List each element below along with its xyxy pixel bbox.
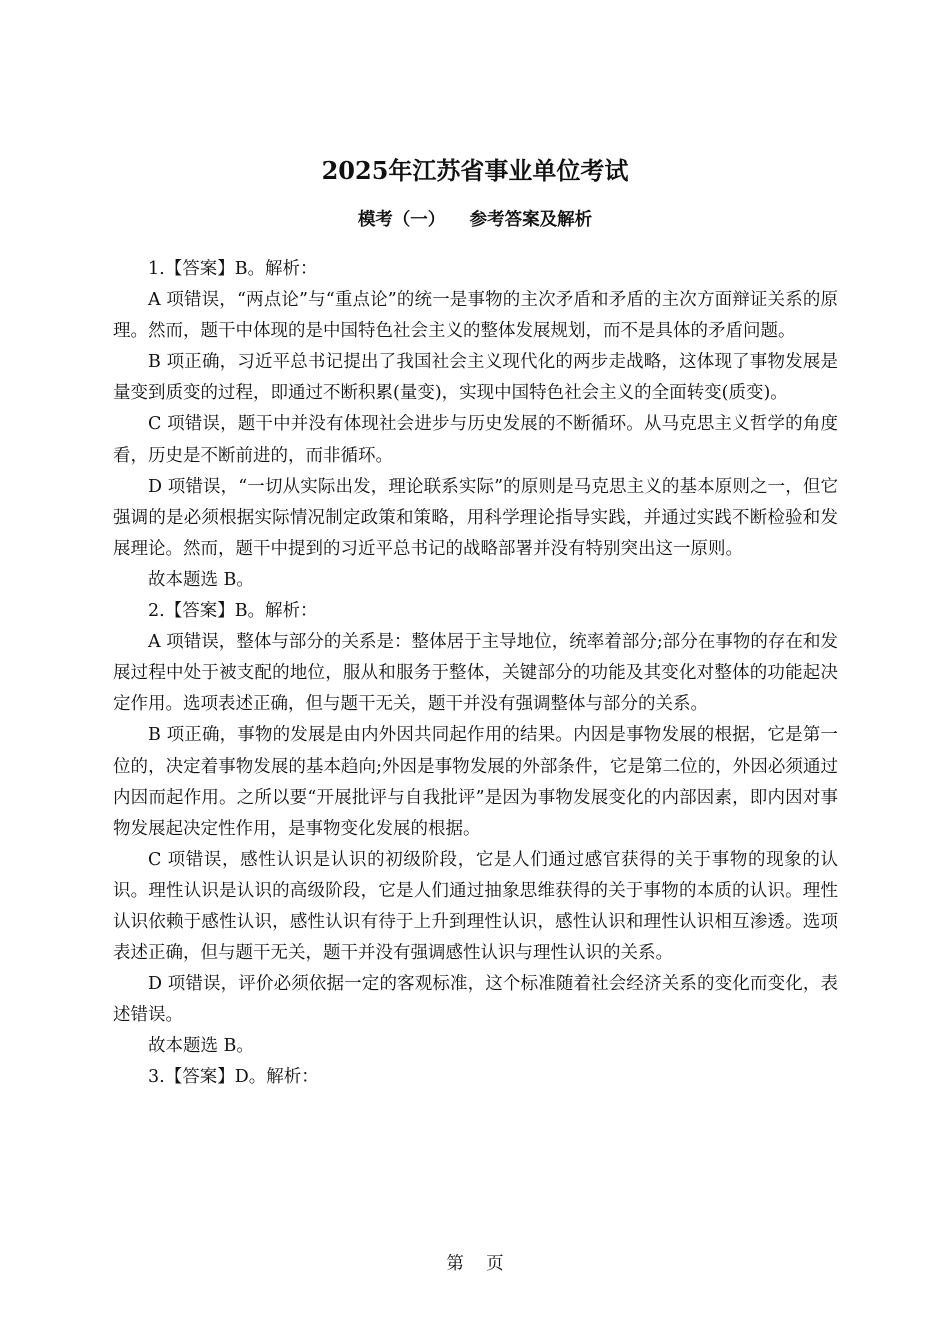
answer-2-option-a: A 项错误，整体与部分的关系是：整体居于主导地位，统率着部分;部分在事物的存在和发展过程中处于被支配的地位，服从和服务于整体，关键部分的功能及其变化对整体的功能起决定作用。选项表述正确，但与题干无关，题干并没有强调整体与部分的关系。 — [113, 632, 839, 715]
answer-1-conclusion: 故本题选 B。 — [148, 569, 254, 590]
answer-1-heading: 1.【答案】B。解析： — [148, 259, 318, 279]
page-number: 第 页 — [446, 1254, 504, 1274]
answer-2-option-b: B 项正确，事物的发展是由内外因共同起作用的结果。内因是事物发展的根据，它是第一位的，决定着事物发展的基本趋向;外因是事物发展的外部条件，它是第二位的，外因必须通过内因而起作用。之所以要“开展批评与自我批评”是因为事物发展变化的内部因素，即内因对事物发展起决定性作用，是事物变化发展的根据。 — [113, 725, 838, 839]
answer-1-option-c: C 项错误，题干中并没有体现社会进步与历史发展的不断循环。从马克思主义哲学的角度看，历史是不断前进的，而非循环。 — [113, 414, 838, 466]
answer-2-heading: 2.【答案】B。解析： — [148, 601, 318, 622]
answer-1-option-a: A 项错误，“两点论”与“重点论”的统一是事物的主次矛盾和矛盾的主次方面辩证关系的原理。然而，题干中体现的是中国特色社会主义的整体发展规划，而不是具体的矛盾问题。 — [113, 290, 838, 342]
answer-content — [113, 254, 838, 1094]
answer-1-option-b: B 项正确，习近平总书记提出了我国社会主义现代化的两步走战略，这体现了事物发展是量变到质变的过程，即通过不断积累(量变)，实现中国特色社会主义的全面转变(质变)。 — [113, 352, 838, 404]
page-title: 2025年江苏省事业单位考试 — [321, 156, 629, 185]
answer-2-option-d: D 项错误，评价必须依据一定的客观标准，这个标准随着社会经济关系的变化而变化，表述错误。 — [113, 974, 838, 1026]
page-subtitle: 模考（一） 参考答案及解析 — [357, 210, 593, 230]
answer-1-option-d: D 项错误，“一切从实际出发，理论联系实际”的原则是马克思主义的基本原则之一，但它强调的是必须根据实际情况制定政策和策略，用科学理论指导实践，并通过实践不断检验和发展理论。然而，题干中提到的习近平总书记的战略部署并没有特别突出这一原则。 — [113, 476, 838, 559]
answer-2-option-c: C 项错误，感性认识是认识的初级阶段，它是人们通过感官获得的关于事物的现象的认识。理性认识是认识的高级阶段，它是人们通过抽象思维获得的关于事物的本质的认识。理性认识依赖于感性认识，感性认识有待于上升到理性认识，感性认识和理性认识相互渗透。选项表述正确，但与题干无关，题干并没有强调感性认识与理性认识的关系。 — [113, 849, 838, 964]
answer-3-heading: 3.【答案】D。解析： — [148, 1067, 319, 1088]
answer-2-conclusion: 故本题选 B。 — [148, 1036, 254, 1057]
